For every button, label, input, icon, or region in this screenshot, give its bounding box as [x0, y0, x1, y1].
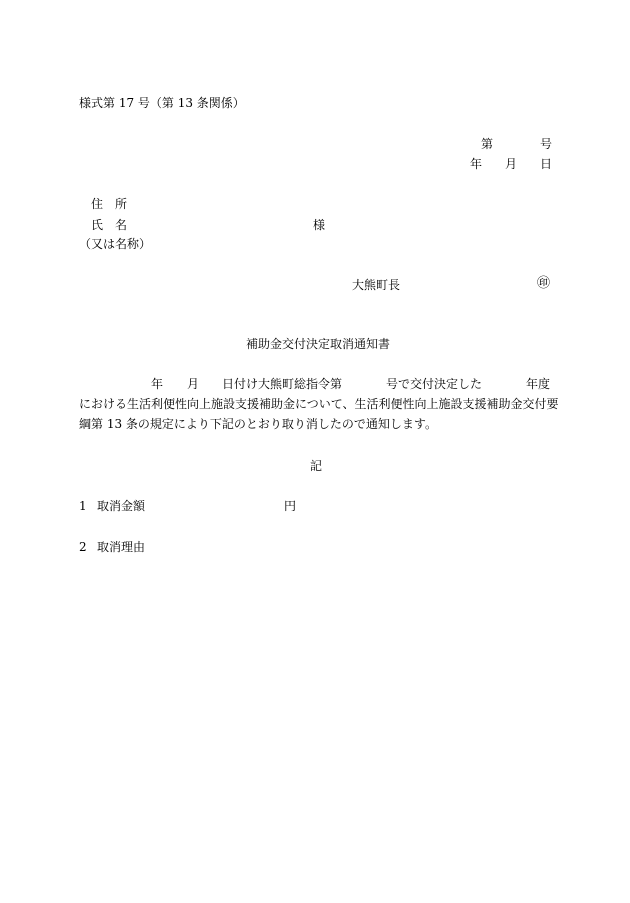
body-month: 月 [187, 377, 200, 391]
document-title: 補助金交付決定取消通知書 [246, 337, 391, 351]
item-1-number: 1 [79, 499, 87, 513]
date-day: 日 [540, 157, 553, 171]
note-heading: 記 [310, 459, 323, 473]
corporate-name-note: （又は名称） [79, 237, 152, 251]
item-1-label: 取消金額 [97, 499, 146, 513]
body-decision-ref: 日付け大熊町総指令第 [222, 377, 343, 391]
seal-mark: ㊞ [537, 276, 551, 291]
date-month: 月 [505, 157, 518, 171]
form-number: 様式第 17 号（第 13 条関係） [79, 96, 245, 110]
body-decision-text: 号で交付決定した [386, 377, 483, 391]
item-2-label: 取消理由 [97, 540, 146, 554]
sender-title: 大熊町長 [352, 278, 401, 292]
body-year: 年 [151, 377, 164, 391]
date-year: 年 [470, 157, 483, 171]
body-fiscal-year: 年度 [526, 377, 551, 391]
body-line-2: における生活利便性向上施設支援補助金について、生活利便性向上施設支援補助金交付要 [79, 397, 559, 411]
item-2-number: 2 [79, 540, 87, 554]
item-1-unit: 円 [284, 499, 297, 513]
name-label: 氏 名 [91, 218, 128, 232]
address-label: 住 所 [91, 197, 128, 211]
honorific: 様 [313, 218, 326, 232]
body-line-3: 綱第 13 条の規定により下記のとおり取り消したので通知します。 [79, 417, 437, 431]
doc-number-prefix: 第 [481, 137, 494, 151]
doc-number-suffix: 号 [540, 137, 553, 151]
